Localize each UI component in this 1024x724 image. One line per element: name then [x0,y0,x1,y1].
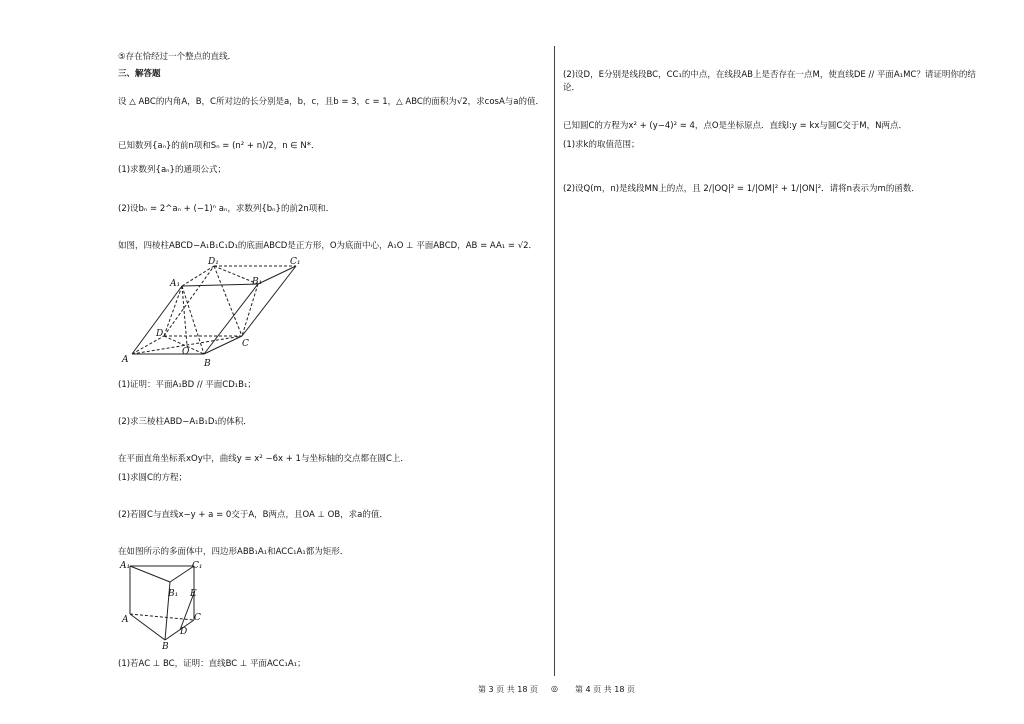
label-D: D [156,329,164,339]
question-circle-part1: (1)求圆C的方程； [118,473,187,483]
label-A: A [122,615,129,625]
footer-separator: ◎ [551,684,558,693]
question-sequence: 已知数列{aₙ}的前n项和Sₙ = (n² + n)/2，n ∈ N*． [118,141,320,151]
question-circle2-part1: (1)求k的取值范围； [563,140,640,150]
question-prism: 如图，四棱柱ABCD−A₁B₁C₁D₁的底面ABCD是正方形，O为底面中心，A₁O ⊥ 平面ABCD，AB = AA₁ = √2． [118,241,538,251]
label-E: E [190,589,197,599]
question-circle: 在平面直角坐标系xOy中，曲线y = x² −6x + 1与坐标轴的交点都在圆C上． [118,454,409,464]
question-polyhedron-part1: (1)若AC ⊥ BC，证明：直线BC ⊥ 平面ACC₁A₁； [118,659,306,669]
question-prism-part2: (2)求三棱柱ABD−A₁B₁D₁的体积． [118,417,252,427]
footer-page-right: 第 4 页 共 18 页 [575,685,635,694]
label-B: B [204,359,211,369]
section-heading: 三、解答题 [118,69,161,79]
label-A: A [122,355,129,365]
label-A1: A₁ [120,561,131,571]
label-B1: B₁ [168,589,179,599]
question-circle2: 已知圆C的方程为x² + (y−4)² = 4，点O是坐标原点．直线l:y = kx与圆C交于M，N两点． [563,121,907,131]
label-C1: C₁ [192,561,203,571]
question-circle-part2: (2)若圆C与直线x−y + a = 0交于A，B两点，且OA ⊥ OB，求a的值． [118,510,388,520]
label-B: B [162,642,169,650]
statement-5: ⑤存在恰经过一个整点的直线． [118,52,237,62]
label-A1: A₁ [170,279,181,289]
label-C: C [242,339,249,349]
question-sequence-part1: (1)求数列{aₙ}的通项公式； [118,165,226,175]
question-sequence-part2: (2)设bₙ = 2^aₙ + (−1)ⁿ aₙ，求数列{bₙ}的前2n项和． [118,204,335,214]
question-triangle: 设 △ ABC的内角A，B，C所对边的长分别是a，b，c，且b = 3，c = 1，△ ABC的面积为√2，求cosA与a的值． [118,97,544,107]
question-polyhedron-part2-cont: 论． [563,83,581,93]
footer-page-left: 第 3 页 共 18 页 [478,685,538,694]
label-D1: D₁ [208,257,219,267]
question-circle2-part2: (2)设Q(m，n)是线段MN上的点，且 2/|OQ|² = 1/|OM|² + 1/|ON|²．请将n表示为m的函数． [563,184,920,194]
prism-figure [118,254,318,370]
label-D: D [180,627,188,637]
question-polyhedron: 在如图所示的多面体中，四边形ABB₁A₁和ACC₁A₁都为矩形． [118,547,349,557]
question-polyhedron-part2: (2)设D，E分别是线段BC，CC₁的中点，在线段AB上是否存在一点M，使直线DE // 平面A₁MC？请证明你的结 [563,70,976,80]
column-divider [554,46,555,676]
question-prism-part1: (1)证明：平面A₁BD // 平面CD₁B₁； [118,380,256,390]
label-C: C [194,613,201,623]
label-O: O [182,347,190,357]
label-C1: C₁ [290,257,301,267]
polyhedron-figure [118,558,218,650]
label-B1: B₁ [252,277,263,287]
